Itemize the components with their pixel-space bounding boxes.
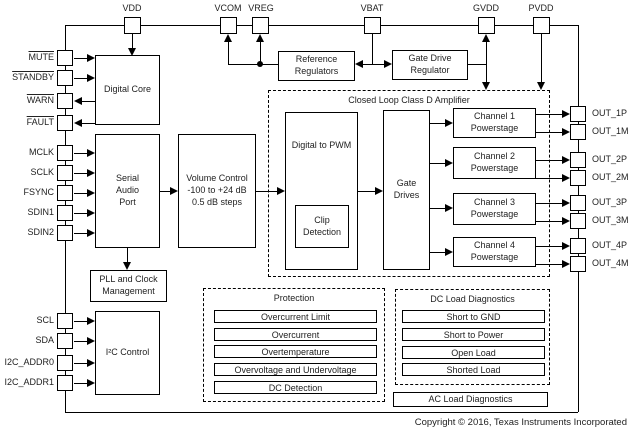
arrowhead-fsync: [87, 189, 95, 197]
block-label-channel-2: [471, 151, 519, 174]
block-label-reference-regulators: Reference Regulators: [294, 54, 339, 76]
pin-label-sdin2: SDIN2: [27, 227, 54, 237]
pin-label-vreg: VREG: [248, 3, 274, 13]
channel-4-line-1: Channel 4: [473, 240, 516, 251]
pin-label-i2c-addr1: I2C_ADDR1: [4, 377, 54, 387]
pin-label-sclk: SCLK: [30, 167, 54, 177]
block-ac-load-diagnostics: AC Load Diagnostics: [393, 392, 548, 407]
block-label-serial-audio-port: Serial Audio Port: [115, 173, 140, 207]
arrowhead-mute: [87, 54, 95, 62]
arrowhead-mclk: [87, 149, 95, 157]
block-label-clip-detection: Clip Detection: [302, 214, 342, 237]
pin-fsync: [57, 185, 73, 201]
wire-i2c-addr0: [74, 363, 88, 364]
pin-out-3m: [570, 213, 586, 229]
pin-pvdd: [533, 17, 550, 34]
diagnostic-item-short-to-gnd: Short to GND: [402, 310, 545, 323]
pin-label-out-4p: OUT_4P: [592, 240, 628, 250]
arrowhead-gvdd-up: [482, 34, 490, 42]
arrowhead-sclk: [87, 169, 95, 177]
pin-label-vcom: VCOM: [214, 3, 242, 13]
channel-3-line-2: Powerstage: [470, 209, 519, 219]
block-label-gate-drive-regulator: Gate Drive Regulator: [408, 53, 452, 75]
pin-label-out-4m: OUT_4M: [592, 258, 629, 268]
block-label-digital-to-pwm: Digital to PWM: [291, 140, 352, 150]
arrowhead-sdin2: [87, 229, 95, 237]
protection-item-overcurrent-limit: Overcurrent Limit: [214, 310, 377, 323]
arrowhead-vbat-right: [384, 60, 392, 68]
arrowhead-i2c-addr1: [87, 379, 95, 387]
pin-label-pvdd: PVDD: [528, 3, 554, 13]
protection-item-dc-detection: DC Detection: [214, 381, 377, 394]
arrowhead-sap-pll: [123, 262, 131, 270]
channel-1-line-2: Powerstage: [470, 123, 519, 133]
group-dc-load-diagnostics: [395, 289, 550, 385]
block-label-pll: PLL and Clock Management: [99, 274, 158, 296]
diagnostic-item-shorted-load: Shorted Load: [402, 363, 545, 376]
block-label-volume-control: [186, 173, 248, 208]
pin-label-fault: FAULT: [26, 117, 54, 127]
pin-sda: [57, 333, 73, 349]
pin-label-gvdd: GVDD: [472, 3, 500, 13]
block-label-channel-1: [471, 111, 519, 134]
wire-standby: [74, 78, 88, 79]
arrowhead-out4m: [562, 260, 570, 268]
junction-dot: [257, 61, 263, 67]
wire-sda: [74, 341, 88, 342]
pin-label-fsync: FSYNC: [23, 187, 54, 197]
block-channel-3-powerstage: [453, 193, 536, 225]
diagnostic-item-open-load: Open Load: [402, 346, 545, 359]
pin-gvdd: [478, 17, 495, 34]
pin-label-vdd: VDD: [122, 3, 142, 13]
wire-mute: [74, 58, 88, 59]
arrowhead-out3m: [562, 217, 570, 225]
arrowhead-warn: [74, 97, 82, 105]
pin-vcom: [220, 17, 237, 34]
pin-vbat: [364, 17, 381, 34]
pin-out-1p: [570, 106, 586, 122]
wire-sdin2: [74, 233, 88, 234]
arrowhead-vcom-up: [224, 34, 232, 42]
wire-i2c-addr1: [74, 383, 88, 384]
pin-label-i2c-addr0: I2C_ADDR0: [4, 357, 54, 367]
pin-i2c-addr0: [57, 355, 73, 371]
wire-sdin1: [74, 213, 88, 214]
pin-label-mclk: MCLK: [28, 147, 54, 157]
block-label-channel-4: [471, 240, 519, 263]
arrowhead-fault: [74, 119, 82, 127]
pin-label-scl: SCL: [36, 315, 54, 325]
wire-sap-pll: [127, 248, 128, 263]
pin-scl: [57, 313, 73, 329]
arrowhead-out1m: [562, 128, 570, 136]
channel-1-line-1: Channel 1: [473, 111, 516, 122]
channel-3-line-1: Channel 3: [473, 197, 516, 208]
pin-out-3p: [570, 195, 586, 211]
pin-mute: [57, 50, 73, 66]
pin-label-out-1p: OUT_1P: [592, 108, 628, 118]
arrowhead-sda: [87, 337, 95, 345]
block-label-channel-3: [471, 197, 519, 220]
arrowhead-out2m: [562, 174, 570, 182]
wire-fsync: [74, 193, 88, 194]
arrowhead-pvdd-down: [537, 82, 545, 90]
pin-label-mute: MUTE: [28, 52, 54, 62]
pin-label-vbat: VBAT: [360, 3, 384, 13]
arrowhead-sdin1: [87, 209, 95, 217]
arrowhead-i2c-addr0: [87, 359, 95, 367]
pin-label-out-2p: OUT_2P: [592, 154, 628, 164]
group-title-dc-load-diagnostics: DC Load Diagnostics: [430, 294, 515, 304]
pin-fault: [57, 115, 73, 131]
pin-out-2p: [570, 152, 586, 168]
pin-vreg: [252, 17, 269, 34]
wire-scl: [74, 321, 88, 322]
wire-mclk: [74, 153, 88, 154]
protection-item-overcurrent: Overcurrent: [214, 328, 377, 341]
protection-item-overvoltage-undervoltage: Overvoltage and Undervoltage: [214, 363, 377, 376]
wire-pvdd: [541, 34, 542, 83]
pin-label-out-1m: OUT_1M: [592, 126, 629, 136]
pin-sclk: [57, 165, 73, 181]
block-clip-detection: [295, 205, 349, 248]
wire-sclk: [74, 173, 88, 174]
group-protection: [203, 288, 385, 402]
block-channel-1-powerstage: [453, 108, 536, 138]
wire-bottom-bus: [65, 412, 578, 413]
wire-fault: [82, 123, 96, 124]
block-label-gate-drives: Gate Drives: [393, 178, 420, 200]
pin-label-warn: WARN: [26, 95, 54, 105]
block-gate-drives: [383, 110, 430, 270]
arrowhead-scl: [87, 317, 95, 325]
wire-warn: [82, 101, 96, 102]
pin-label-out-3p: OUT_3P: [592, 197, 628, 207]
arrowhead-sap-volume: [170, 187, 178, 195]
arrowhead-out1p: [562, 110, 570, 118]
wire-vbat: [372, 34, 373, 65]
pin-standby: [57, 70, 73, 86]
pin-out-4p: [570, 238, 586, 254]
pin-mclk: [57, 145, 73, 161]
pin-warn: [57, 93, 73, 109]
block-serial-audio-port: [95, 134, 160, 248]
pin-label-standby: STANDBY: [12, 72, 54, 82]
volume-control-line-2: -100 to +24 dB: [187, 185, 247, 196]
block-channel-4-powerstage: [453, 237, 536, 267]
pin-label-sdin1: SDIN1: [27, 207, 54, 217]
wire-top-bus: [65, 25, 578, 26]
channel-2-line-1: Channel 2: [473, 151, 516, 162]
pin-label-out-2m: OUT_2M: [592, 172, 629, 182]
wire-gvdd: [486, 41, 487, 84]
group-title-class-d: Closed Loop Class D Amplifier: [348, 95, 470, 105]
arrowhead-vbat-left: [355, 60, 363, 68]
arrowhead-out4p: [562, 242, 570, 250]
block-pll-clock-management: [90, 270, 167, 302]
protection-item-overtemperature: Overtemperature: [214, 345, 377, 358]
block-reference-regulators: [278, 51, 355, 81]
block-i2c-control: I²C Control: [95, 311, 160, 395]
wire-vdd: [132, 34, 133, 49]
volume-control-line-1: Volume Control: [186, 173, 248, 184]
pin-sdin2: [57, 225, 73, 241]
wire-vcom: [228, 40, 229, 65]
pin-label-out-3m: OUT_3M: [592, 215, 629, 225]
arrowhead-standby: [87, 74, 95, 82]
pin-i2c-addr1: [57, 375, 73, 391]
channel-2-line-2: Powerstage: [470, 163, 519, 173]
wire-refreg-stub: [228, 64, 278, 65]
arrowhead-gvdd-down: [482, 82, 490, 90]
pin-out-2m: [570, 170, 586, 186]
volume-control-line-3: 0.5 dB steps: [191, 196, 243, 207]
block-volume-control: [178, 134, 256, 248]
pin-vdd: [124, 17, 141, 34]
wire-vbat-horizontal: [363, 64, 385, 65]
pin-sdin1: [57, 205, 73, 221]
pin-label-sda: SDA: [35, 335, 54, 345]
arrowhead-vreg-up: [256, 34, 264, 42]
pin-out-4m: [570, 256, 586, 272]
arrowhead-out2p: [562, 156, 570, 164]
diagnostic-item-short-to-power: Short to Power: [402, 328, 545, 341]
arrowhead-out3p: [562, 199, 570, 207]
pin-out-1m: [570, 124, 586, 140]
block-channel-2-powerstage: [453, 147, 536, 179]
group-title-protection: Protection: [273, 293, 315, 303]
copyright-text: Copyright © 2016, Texas Instruments Incorporated: [414, 417, 627, 428]
block-gate-drive-regulator: [392, 50, 468, 80]
wire-gdr-gvdd: [468, 64, 486, 65]
block-digital-core: Digital Core: [95, 55, 160, 125]
channel-4-line-2: Powerstage: [470, 252, 519, 262]
